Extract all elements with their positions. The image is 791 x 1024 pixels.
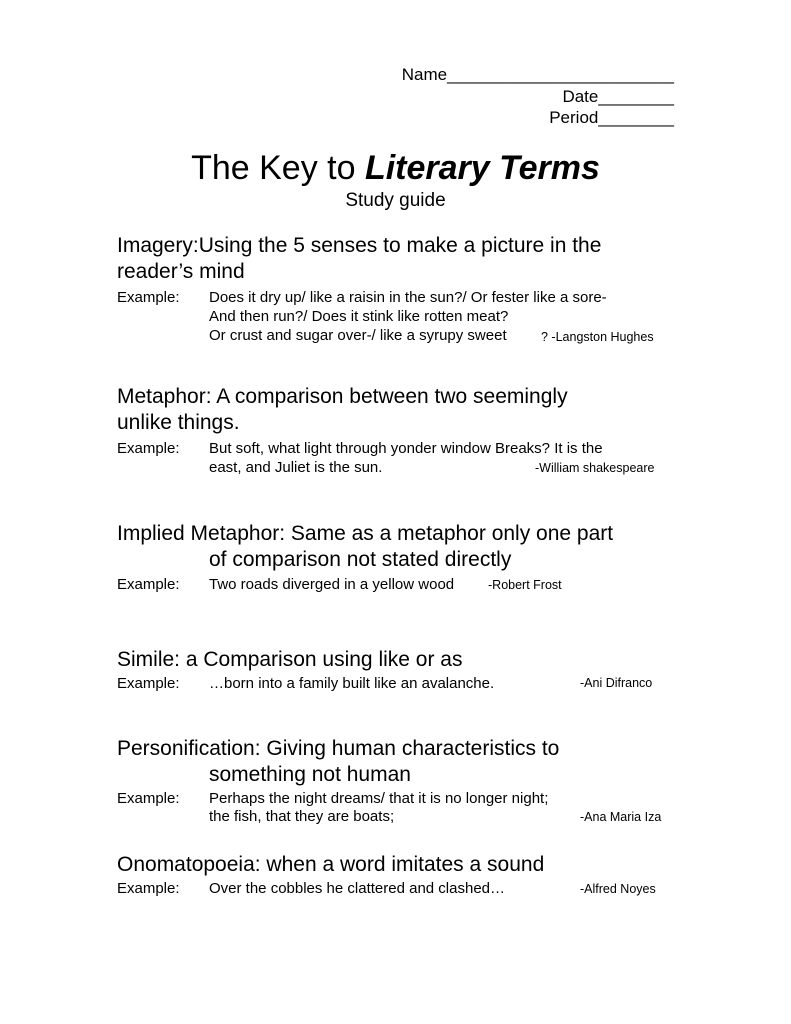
example-line: Does it dry up/ like a raisin in the sun?/ Or fester like a sore- [209,289,607,306]
example-line: Two roads diverged in a yellow wood [209,576,455,593]
heading-line: reader’s mind [117,260,245,283]
attribution: -Robert Frost [488,578,562,592]
example-line: east, and Juliet is the sun. [209,459,383,476]
term-implied-metaphor-heading [117,521,687,573]
attribution: -Ana Maria Iza [580,810,662,824]
example-line: Or crust and sugar over-/ like a syrupy sweet [209,327,507,344]
example-label: Example: [117,576,180,593]
period-field: Period________ [549,108,674,127]
heading-line: of comparison not stated directly [209,548,512,571]
name-field: Name________________________ [401,65,674,84]
example-line: the fish, that they are boats; [209,808,395,825]
heading-line: Metaphor: A comparison between two seemingly [117,385,568,408]
heading-line: unlike things. [117,411,240,434]
example-line: Perhaps the night dreams/ that it is no longer night; [209,790,549,807]
example-label: Example: [117,675,180,692]
heading-line: Imagery:Using the 5 senses to make a picture in the [117,234,602,257]
heading-line: something not human [209,763,411,786]
attribution: ? -Langston Hughes [541,330,654,344]
term-metaphor-heading [117,384,687,436]
date-field: Date________ [562,87,674,106]
heading-line: Personification: Giving human characteristics to [117,737,560,760]
example-label: Example: [117,289,180,306]
term-imagery-heading [117,233,687,285]
title-emphasis: Literary Terms [364,149,600,187]
example-label: Example: [117,440,180,457]
title-prefix: The Key to [191,149,365,187]
example-label: Example: [117,880,180,897]
heading-line: Simile: a Comparison using like or as [117,648,463,671]
term-simile-heading [117,647,687,673]
term-onomatopoeia-heading [117,852,687,878]
term-personification-heading [117,736,687,788]
example-line: …born into a family built like an avalanche. [209,675,495,692]
example-line: And then run?/ Does it stink like rotten meat? [209,308,509,325]
attribution: -Ani Difranco [580,676,653,690]
example-line: Over the cobbles he clattered and clashed… [209,880,506,897]
attribution: -William shakespeare [535,461,655,475]
heading-line: Onomatopoeia: when a word imitates a sound [117,853,545,876]
page-title [0,148,791,188]
attribution: -Alfred Noyes [580,882,656,896]
example-label: Example: [117,790,180,807]
example-line: But soft, what light through yonder window Breaks? It is the [209,440,603,457]
heading-line: Implied Metaphor: Same as a metaphor only one part [117,522,614,545]
page-subtitle: Study guide [345,190,446,211]
